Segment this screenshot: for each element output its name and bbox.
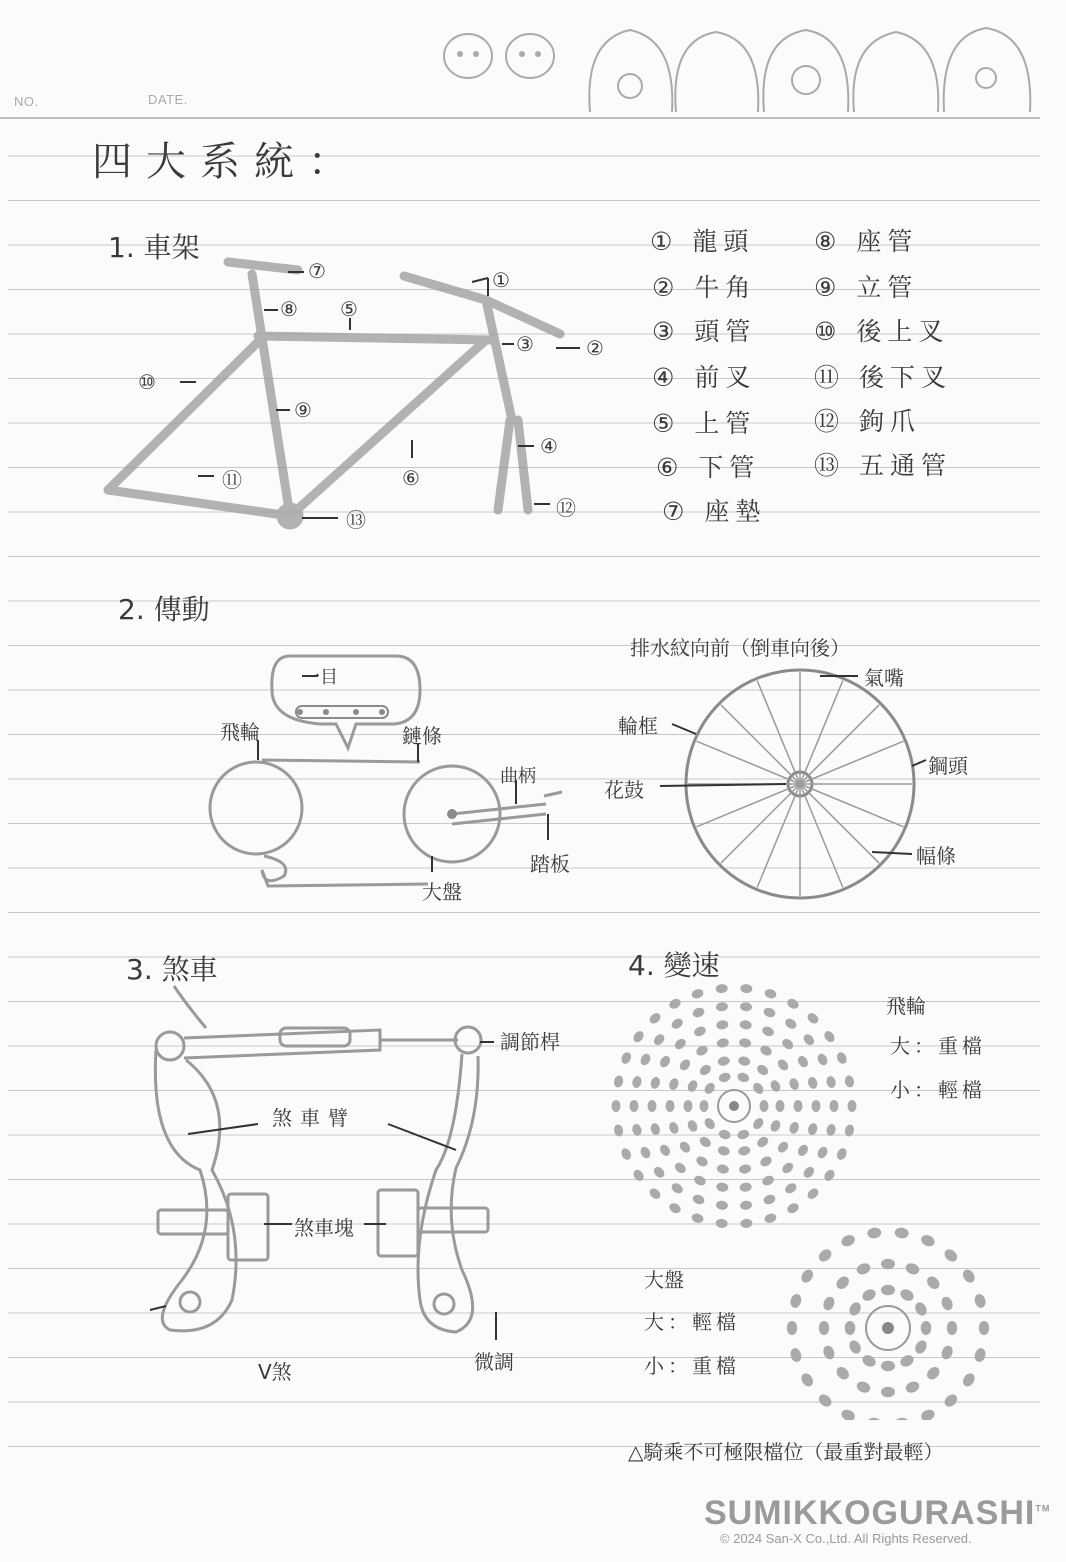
cassette-tooth — [698, 1063, 713, 1078]
cassette-tooth — [631, 1123, 643, 1137]
callout-head-tube: ③ — [516, 332, 534, 356]
cassette-tooth — [739, 1182, 752, 1193]
cassette-tooth — [822, 1029, 836, 1044]
cassette-tooth — [648, 1100, 657, 1112]
chainring-tooth — [961, 1371, 977, 1388]
chainring-tooth — [847, 1300, 863, 1317]
cassette-tooth — [788, 1121, 801, 1135]
chainring-tooth — [898, 1287, 915, 1303]
cassette-tooth — [763, 1212, 777, 1224]
chainring-tooth — [819, 1321, 830, 1335]
cassette-tooth — [807, 1122, 819, 1136]
rim-label: 輪框 — [618, 714, 658, 738]
shifting-heading: 4. 變速 — [628, 949, 720, 982]
chainring-title: 大盤 — [644, 1268, 684, 1292]
cassette-tooth — [715, 1002, 728, 1012]
brand-logo — [704, 1494, 1050, 1533]
cassette-tooth — [762, 1193, 776, 1206]
chainring-tooth — [834, 1274, 851, 1291]
cassette-tooth — [805, 1186, 820, 1201]
cassette-tooth — [686, 1119, 699, 1134]
cassette-tooth — [716, 1164, 729, 1175]
cassette-tooth — [760, 1100, 769, 1112]
chainring-tooth — [894, 1227, 909, 1239]
cassette-tooth — [740, 984, 753, 994]
cassette-tooth — [740, 1002, 753, 1012]
cassette-tooth — [668, 1201, 683, 1215]
chainring-tooth — [799, 1267, 815, 1284]
frame-heading: 1. 車架 — [108, 231, 200, 264]
chainring-tooth — [881, 1259, 895, 1270]
callout-bottom-bracket: ⑬ — [346, 508, 366, 532]
cassette-tooth — [739, 1020, 752, 1031]
cassette-tooth — [691, 1006, 705, 1019]
cassette-tooth — [825, 1123, 837, 1137]
cassette-tooth — [613, 1075, 624, 1089]
cassette-tooth — [776, 1100, 785, 1112]
cassette-tooth — [796, 1054, 810, 1069]
legend-item: ⑩ 後上叉 — [814, 317, 950, 346]
cassette-tooth — [759, 1155, 774, 1169]
chainring-tooth — [942, 1247, 959, 1264]
hub-label: 花鼓 — [604, 778, 644, 802]
cassette-tooth — [631, 1168, 645, 1183]
cassette-tooth — [630, 1100, 639, 1112]
cassette-tooth — [751, 1116, 765, 1131]
cassette-tooth — [759, 1044, 774, 1058]
callout-handlebar: ② — [586, 336, 604, 360]
cassette-tooth — [751, 1081, 765, 1096]
legend-item: ⑪ 後下叉 — [814, 363, 952, 392]
cassette-tooth — [716, 1020, 729, 1031]
cassette-tooth — [769, 1079, 782, 1094]
cassette-tooth — [670, 1017, 685, 1031]
legend-item: ⑫ 鉤爪 — [814, 407, 921, 436]
callout-down-tube: ⑥ — [402, 466, 420, 490]
cassette-tooth — [698, 1135, 713, 1150]
cassette-tooth — [776, 1057, 791, 1072]
cassette-tooth — [802, 1165, 817, 1180]
cassette-tooth — [822, 1168, 836, 1183]
cassette-tooth — [715, 1218, 728, 1228]
cassette-tooth — [783, 1017, 798, 1031]
cassette-tooth — [737, 1055, 751, 1066]
cassette-tooth — [658, 1054, 672, 1069]
brand-name: SUMIKKOGURASHI — [704, 1494, 1036, 1532]
chainring-big-note: 大：輕檔 — [644, 1310, 740, 1334]
chainring-tooth — [867, 1227, 882, 1239]
cassette-tooth — [648, 1011, 663, 1026]
freewheel-small-note: 小：輕檔 — [890, 1078, 986, 1102]
cassette-tooth — [830, 1100, 839, 1112]
cassette-tooth — [620, 1147, 633, 1162]
callout-stem: ① — [492, 268, 510, 292]
chainring-tooth — [881, 1361, 895, 1372]
cassette-tooth — [649, 1076, 661, 1090]
chainring-tooth — [816, 1247, 833, 1264]
chainring-small-note: 小：重檔 — [644, 1354, 740, 1378]
legend-item: ⑤ 上管 — [652, 409, 757, 438]
brake-heading: 3. 煞車 — [126, 953, 218, 986]
spoke-label: 幅條 — [916, 844, 956, 868]
cassette-tooth — [738, 1164, 751, 1175]
callout-seat-tube: ⑧ — [280, 297, 298, 321]
cassette-tooth — [736, 1128, 750, 1140]
callout-seat-stay: ⑩ — [138, 370, 156, 394]
chainring-tooth — [904, 1380, 921, 1395]
cassette-tooth — [639, 1052, 653, 1067]
cassette-tooth — [755, 1063, 770, 1078]
legend-item: ⑨ 立管 — [814, 273, 919, 302]
chain-label: 鏈條 — [402, 724, 442, 748]
cassette-tooth — [755, 1135, 770, 1150]
chainring-tooth — [867, 1417, 882, 1420]
cassette-tooth — [649, 1122, 661, 1136]
callout-seat: ⑦ — [308, 259, 326, 283]
cassette-tooth — [686, 1079, 699, 1094]
chainring-tooth — [855, 1380, 872, 1395]
chainring-tooth — [881, 1285, 895, 1296]
cassette-tooth — [763, 988, 777, 1000]
cassette-tooth — [740, 1218, 753, 1228]
chainring-tooth — [789, 1347, 803, 1363]
cassette-tooth — [652, 1165, 667, 1180]
crank-label: 曲柄 — [500, 766, 536, 787]
cassette-tooth — [736, 1071, 750, 1083]
cassette-tooth — [668, 997, 683, 1011]
cassette-tooth — [738, 1037, 751, 1048]
cassette-tooth — [703, 1081, 717, 1096]
chainring-tooth — [940, 1344, 955, 1361]
cassette-tooth — [620, 1051, 633, 1066]
chainring-tooth — [913, 1338, 929, 1355]
cassette-tooth — [666, 1100, 675, 1112]
fine-tune-label: 微調 — [474, 1350, 514, 1374]
cassette-tooth — [740, 1200, 753, 1210]
freewheel-title: 飛輪 — [886, 994, 926, 1018]
chainring-tooth — [840, 1408, 857, 1420]
cassette-tooth — [786, 997, 801, 1011]
cassette-tooth — [780, 1037, 795, 1052]
cassette-tooth — [700, 1100, 709, 1112]
cassette-tooth — [825, 1075, 837, 1089]
cassette-tooth — [673, 1161, 688, 1176]
cassette-tooth — [695, 1044, 710, 1058]
legend-item: ③ 頭管 — [652, 317, 757, 346]
callout-fork: ④ — [540, 434, 558, 458]
cassette-tooth — [805, 1011, 820, 1026]
cassette-tooth — [691, 1193, 705, 1206]
cassette-tooth — [807, 1076, 819, 1090]
cassette-tooth — [690, 988, 704, 1000]
chainring-tooth — [847, 1338, 863, 1355]
chainring-tooth — [913, 1300, 929, 1317]
cassette-tooth — [835, 1051, 848, 1066]
cassette-tooth — [716, 1037, 729, 1048]
cassette-tooth — [690, 1212, 704, 1224]
chainring-tooth — [894, 1417, 909, 1420]
cassette-tooth — [762, 1006, 776, 1019]
v-brake-label: V煞 — [258, 1360, 292, 1384]
cassette-tooth — [693, 1174, 708, 1187]
valve-label: 氣嘴 — [864, 666, 904, 690]
date-label: DATE. — [148, 92, 188, 107]
page-title: 四大系統： — [92, 139, 362, 185]
chainring-tooth — [904, 1261, 921, 1276]
cassette-tooth — [794, 1100, 803, 1112]
cassette-tooth — [631, 1075, 643, 1089]
cassette-tooth — [693, 1025, 708, 1038]
chainring-tooth — [860, 1353, 877, 1369]
callout-top-tube: ⑤ — [340, 297, 358, 321]
legend-item: ⑦ 座墊 — [662, 497, 767, 526]
pedal-label: 踏板 — [530, 852, 570, 876]
chainring-tooth — [898, 1353, 915, 1369]
cassette-tooth — [678, 1140, 693, 1155]
cassette-tooth — [612, 1100, 621, 1112]
cassette-tooth — [718, 1128, 732, 1140]
chainring-tooth — [787, 1321, 798, 1335]
legend-item: ① 龍頭 — [650, 227, 755, 256]
gear-warning: △騎乘不可極限檔位（最重對最輕） — [628, 1440, 944, 1464]
cassette-tooth — [703, 1116, 717, 1131]
nipple-label: 鋼頭 — [928, 754, 968, 778]
cassette-tooth — [848, 1100, 857, 1112]
chainring-tooth — [799, 1371, 815, 1388]
cassette-tooth — [761, 1025, 776, 1038]
cassette-tooth — [715, 1200, 728, 1210]
chainring-tooth — [834, 1365, 851, 1382]
chainring-tooth — [925, 1365, 942, 1382]
cassette-tooth — [737, 1145, 751, 1156]
chainring-tooth — [881, 1387, 895, 1398]
chainring-tooth — [845, 1321, 856, 1335]
trademark-mark: TM — [1035, 1503, 1051, 1514]
cassette-tooth — [802, 1032, 817, 1047]
cassette-tooth — [678, 1057, 693, 1072]
chainring-tooth — [821, 1295, 836, 1312]
chainring-tooth — [789, 1293, 803, 1309]
brake-pad-label: 煞車塊 — [294, 1216, 354, 1240]
cassette-tooth — [717, 1055, 731, 1066]
chainring-tooth — [947, 1321, 958, 1335]
cassette-tooth — [639, 1145, 653, 1160]
cassette-tooth — [786, 1201, 801, 1215]
cassette-tooth — [783, 1181, 798, 1195]
legend-item: ② 牛角 — [652, 273, 757, 302]
chainring-tooth — [816, 1392, 833, 1409]
no-label: NO. — [14, 94, 39, 109]
adjuster-label: 調節桿 — [500, 1030, 560, 1054]
drivetrain-heading: 2. 傳動 — [118, 593, 210, 626]
chainring-tooth — [855, 1261, 872, 1276]
chainring-tooth — [860, 1287, 877, 1303]
tread-direction-note: 排水紋向前（倒車向後） — [630, 636, 850, 660]
chainring-tooth — [840, 1233, 857, 1248]
cassette-tooth — [780, 1161, 795, 1176]
cassette-tooth — [670, 1181, 685, 1195]
cassette-tooth — [812, 1100, 821, 1112]
cassette-tooth — [613, 1124, 624, 1138]
cassette-tooth — [844, 1124, 855, 1138]
cassette-tooth — [716, 1182, 729, 1193]
cassette-tooth — [844, 1075, 855, 1089]
cassette-tooth — [715, 984, 728, 994]
cassette-tooth — [816, 1145, 830, 1160]
cassette-tooth — [761, 1174, 776, 1187]
cassette-tooth — [788, 1077, 801, 1091]
chainring-tooth — [940, 1295, 955, 1312]
cassette-tooth — [658, 1143, 672, 1158]
cassette-tooth — [835, 1147, 848, 1162]
copyright-text: © 2024 San-X Co.,Ltd. All Rights Reserved. — [720, 1531, 972, 1546]
cassette-tooth — [684, 1100, 693, 1112]
legend-item: ⑬ 五通管 — [814, 451, 952, 480]
cassette-tooth — [816, 1052, 830, 1067]
cassette-tooth — [673, 1037, 688, 1052]
brake-arm-label: 煞車臂 — [272, 1106, 356, 1130]
freewheel-big-note: 大：重檔 — [890, 1034, 986, 1058]
chain-unit-label: 一目 — [302, 667, 338, 688]
callout-standing-tube: ⑨ — [294, 398, 312, 422]
chainring-tooth — [942, 1392, 959, 1409]
chainring-label: 大盤 — [422, 880, 462, 904]
chainring-tooth — [925, 1274, 942, 1291]
cassette-tooth — [668, 1121, 681, 1135]
cassette-tooth — [648, 1186, 663, 1201]
cassette-tooth — [776, 1140, 791, 1155]
cassette-tooth — [652, 1032, 667, 1047]
cassette-tooth — [796, 1143, 810, 1158]
chainring-tooth — [973, 1347, 987, 1363]
legend-item: ⑧ 座管 — [814, 227, 919, 256]
callout-dropout: ⑫ — [556, 496, 576, 520]
legend-item: ⑥ 下管 — [656, 453, 761, 482]
cassette-tooth — [718, 1071, 732, 1083]
chainring-tooth — [973, 1293, 987, 1309]
legend-item: ④ 前叉 — [652, 363, 757, 392]
cassette-tooth — [769, 1119, 782, 1134]
chainring-tooth — [821, 1344, 836, 1361]
cassette-tooth — [695, 1155, 710, 1169]
cassette-tooth — [717, 1145, 731, 1156]
cassette-tooth — [631, 1029, 645, 1044]
chainring-tooth — [961, 1267, 977, 1284]
freewheel-label: 飛輪 — [220, 720, 260, 744]
chainring-tooth — [979, 1321, 990, 1335]
chainring-tooth — [921, 1321, 932, 1335]
cassette-tooth — [668, 1077, 681, 1091]
chainring-tooth — [919, 1233, 936, 1248]
chainring-tooth — [919, 1408, 936, 1420]
callout-chain-stay: ⑪ — [222, 468, 242, 492]
